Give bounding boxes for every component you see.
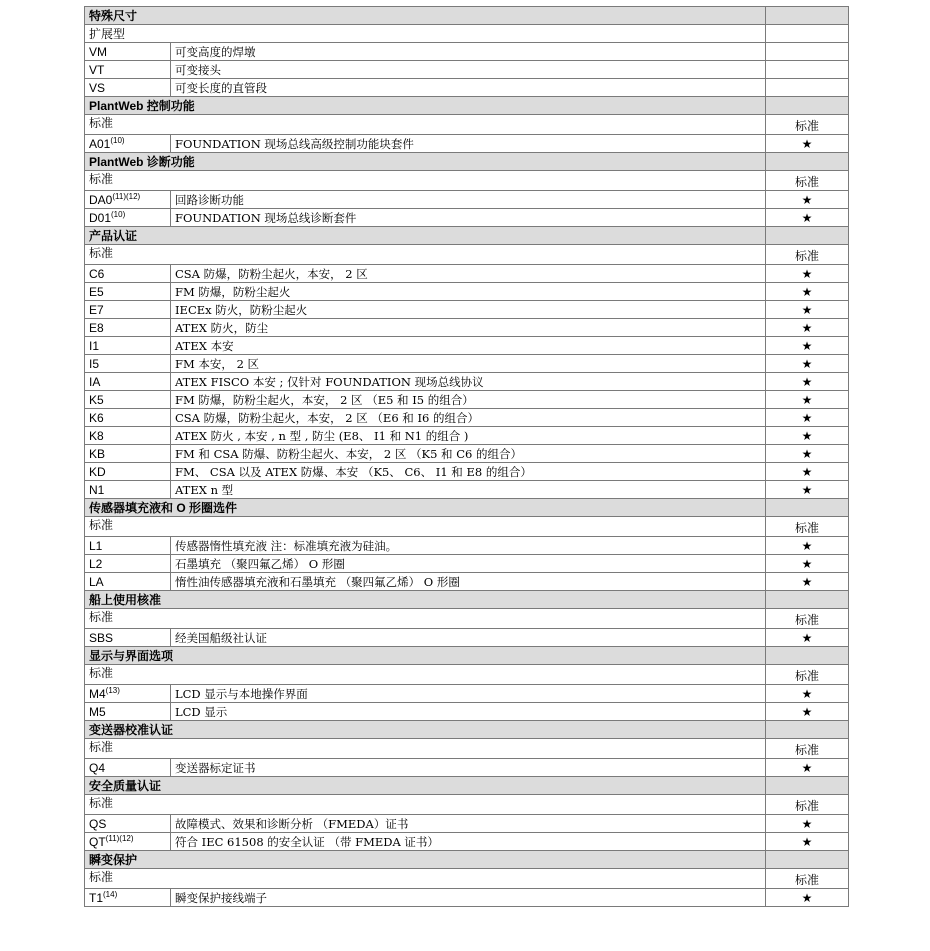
section-standard-cell	[766, 499, 849, 517]
option-code-cell	[85, 889, 171, 907]
standard-star-icon: ★	[766, 573, 849, 591]
option-code: IA	[89, 375, 101, 389]
row-label: 标准	[85, 869, 766, 889]
option-code-cell	[85, 319, 171, 337]
option-code: I5	[89, 357, 100, 371]
option-row	[85, 537, 849, 555]
section-header-row	[85, 7, 849, 25]
standard-column-label: 标准	[766, 739, 849, 759]
option-description: FM 防爆，防粉尘起火，本安， 2 区 （E5 和 I5 的组合）	[171, 391, 766, 409]
option-code: M5	[89, 705, 106, 719]
footnote-ref: (10)	[110, 136, 125, 145]
option-row	[85, 135, 849, 153]
option-row	[85, 337, 849, 355]
section-title: 瞬变保护	[85, 851, 766, 869]
standard-label-row	[85, 795, 849, 815]
option-code: E8	[89, 321, 104, 335]
option-row	[85, 481, 849, 499]
row-label: 标准	[85, 517, 766, 537]
row-label: 标准	[85, 795, 766, 815]
section-title: 传感器填充液和 O 形圈选件	[85, 499, 766, 517]
footnote-ref: (14)	[103, 890, 118, 899]
option-code-cell	[85, 409, 171, 427]
section-title: 产品认证	[85, 227, 766, 245]
section-title: PlantWeb 控制功能	[85, 97, 766, 115]
option-row	[85, 301, 849, 319]
standard-label-row	[85, 609, 849, 629]
option-row	[85, 427, 849, 445]
section-header-row	[85, 153, 849, 171]
option-row	[85, 191, 849, 209]
standard-star-icon: ★	[766, 463, 849, 481]
section-title: 船上使用核准	[85, 591, 766, 609]
option-code: SBS	[89, 631, 114, 645]
option-code-cell	[85, 463, 171, 481]
section-standard-cell	[766, 97, 849, 115]
option-code: VS	[89, 81, 106, 95]
option-code-cell	[85, 301, 171, 319]
standard-star-icon: ★	[766, 759, 849, 777]
option-code-cell	[85, 191, 171, 209]
section-header-row	[85, 851, 849, 869]
option-description: ATEX FISCO 本安 ; 仅针对 FOUNDATION 现场总线协议	[171, 373, 766, 391]
option-code-cell	[85, 283, 171, 301]
standard-label-row	[85, 245, 849, 265]
standard-column-label: 标准	[766, 665, 849, 685]
option-row	[85, 463, 849, 481]
row-label: 扩展型	[85, 25, 766, 43]
option-row	[85, 685, 849, 703]
option-description: 惰性油传感器填充液和石墨填充 （聚四氟乙烯） O 形圈	[171, 573, 766, 591]
option-row	[85, 629, 849, 647]
standard-star-icon: ★	[766, 537, 849, 555]
standard-star-icon: ★	[766, 703, 849, 721]
option-description: FOUNDATION 现场总线高级控制功能块套件	[171, 135, 766, 153]
option-code: QS	[89, 817, 107, 831]
option-description: ATEX 防火 , 本安 , n 型 , 防尘 (E8、 I1 和 N1 的组合 )	[171, 427, 766, 445]
standard-label-row	[85, 869, 849, 889]
option-code-cell	[85, 573, 171, 591]
standard-star-icon: ★	[766, 427, 849, 445]
option-code-cell	[85, 703, 171, 721]
option-description: 变送器标定证书	[171, 759, 766, 777]
standard-star-icon: ★	[766, 555, 849, 573]
option-description: 可变高度的焊墩	[171, 43, 766, 61]
option-code: N1	[89, 483, 105, 497]
option-description: 可变接头	[171, 61, 766, 79]
option-code: K5	[89, 393, 104, 407]
footnote-ref: (11)(12)	[112, 192, 141, 201]
option-row	[85, 319, 849, 337]
option-description: 传感器惰性填充液 注：标准填充液为硅油。	[171, 537, 766, 555]
standard-star-icon: ★	[766, 191, 849, 209]
option-row	[85, 265, 849, 283]
option-code: E7	[89, 303, 104, 317]
standard-star-icon: ★	[766, 481, 849, 499]
option-code: DA0	[89, 193, 113, 207]
option-code-cell	[85, 537, 171, 555]
option-description: ATEX 本安	[171, 337, 766, 355]
option-row	[85, 61, 849, 79]
option-description: FM、 CSA 以及 ATEX 防爆、本安 （K5、 C6、 I1 和 E8 的组合）	[171, 463, 766, 481]
option-description: 回路诊断功能	[171, 191, 766, 209]
option-description: FOUNDATION 现场总线诊断套件	[171, 209, 766, 227]
option-description: 石墨填充 （聚四氟乙烯） O 形圈	[171, 555, 766, 573]
standard-star-icon: ★	[766, 391, 849, 409]
option-description: FM 防爆，防粉尘起火	[171, 283, 766, 301]
option-description: CSA 防爆，防粉尘起火，本安， 2 区 （E6 和 I6 的组合）	[171, 409, 766, 427]
row-label: 标准	[85, 115, 766, 135]
footnote-ref: (11)(12)	[105, 834, 134, 843]
standard-star-icon: ★	[766, 265, 849, 283]
option-code: L1	[89, 539, 103, 553]
option-row	[85, 373, 849, 391]
options-table-body	[85, 7, 849, 907]
section-standard-cell	[766, 7, 849, 25]
standard-column-label: 标准	[766, 517, 849, 537]
standard-label-row	[85, 517, 849, 537]
option-code-cell	[85, 61, 171, 79]
section-standard-cell	[766, 851, 849, 869]
option-code-cell	[85, 265, 171, 283]
section-title: 安全质量认证	[85, 777, 766, 795]
option-row	[85, 283, 849, 301]
standard-column-label	[766, 25, 849, 43]
standard-column-label: 标准	[766, 609, 849, 629]
standard-label-row	[85, 665, 849, 685]
option-description: FM 和 CSA 防爆、防粉尘起火、本安， 2 区 （K5 和 C6 的组合）	[171, 445, 766, 463]
standard-star-icon: ★	[766, 209, 849, 227]
standard-star-icon: ★	[766, 409, 849, 427]
option-description: ATEX n 型	[171, 481, 766, 499]
standard-column-label: 标准	[766, 245, 849, 265]
row-label: 标准	[85, 171, 766, 191]
option-row	[85, 391, 849, 409]
option-description: CSA 防爆，防粉尘起火，本安， 2 区	[171, 265, 766, 283]
option-code: C6	[89, 267, 105, 281]
option-row	[85, 889, 849, 907]
standard-star-icon: ★	[766, 889, 849, 907]
section-title: 变送器校准认证	[85, 721, 766, 739]
option-code: L2	[89, 557, 103, 571]
standard-star-icon: ★	[766, 629, 849, 647]
section-title: PlantWeb 诊断功能	[85, 153, 766, 171]
option-code: A01	[89, 137, 111, 151]
section-title: 特殊尺寸	[85, 7, 766, 25]
option-code: M4	[89, 687, 106, 701]
option-code: VM	[89, 45, 107, 59]
section-header-row	[85, 647, 849, 665]
standard-column-label: 标准	[766, 115, 849, 135]
standard-star-icon: ★	[766, 685, 849, 703]
option-code-cell	[85, 373, 171, 391]
section-standard-cell	[766, 721, 849, 739]
option-code-cell	[85, 555, 171, 573]
option-code-cell	[85, 445, 171, 463]
section-header-row	[85, 227, 849, 245]
standard-star-icon: ★	[766, 319, 849, 337]
option-code-cell	[85, 135, 171, 153]
standard-star-icon: ★	[766, 355, 849, 373]
standard-star-icon: ★	[766, 815, 849, 833]
option-row	[85, 355, 849, 373]
section-header-row	[85, 721, 849, 739]
standard-column-label: 标准	[766, 171, 849, 191]
subheading-row	[85, 25, 849, 43]
standard-star-icon	[766, 43, 849, 61]
option-code: K8	[89, 429, 104, 443]
option-code-cell	[85, 481, 171, 499]
option-description: LCD 显示	[171, 703, 766, 721]
option-code-cell	[85, 209, 171, 227]
option-code-cell	[85, 355, 171, 373]
standard-column-label: 标准	[766, 869, 849, 889]
option-description: 瞬变保护接线端子	[171, 889, 766, 907]
section-standard-cell	[766, 153, 849, 171]
option-description: 可变长度的直管段	[171, 79, 766, 97]
option-code: K6	[89, 411, 104, 425]
standard-star-icon: ★	[766, 373, 849, 391]
option-row	[85, 815, 849, 833]
option-description: 经美国船级社认证	[171, 629, 766, 647]
standard-star-icon: ★	[766, 301, 849, 319]
section-standard-cell	[766, 227, 849, 245]
option-description: 符合 IEC 61508 的安全认证 （带 FMEDA 证书）	[171, 833, 766, 851]
row-label: 标准	[85, 609, 766, 629]
option-code-cell	[85, 43, 171, 61]
section-standard-cell	[766, 777, 849, 795]
option-code: QT	[89, 835, 106, 849]
option-row	[85, 409, 849, 427]
section-header-row	[85, 777, 849, 795]
option-row	[85, 555, 849, 573]
option-code-cell	[85, 685, 171, 703]
option-code: LA	[89, 575, 104, 589]
option-description: IECEx 防火，防粉尘起火	[171, 301, 766, 319]
option-description: FM 本安， 2 区	[171, 355, 766, 373]
standard-star-icon: ★	[766, 445, 849, 463]
standard-star-icon	[766, 79, 849, 97]
section-title: 显示与界面选项	[85, 647, 766, 665]
standard-label-row	[85, 171, 849, 191]
option-row	[85, 43, 849, 61]
option-code: Q4	[89, 761, 106, 775]
option-code: I1	[89, 339, 100, 353]
footnote-ref: (10)	[111, 210, 126, 219]
option-description: 故障模式、效果和诊断分析 （FMEDA）证书	[171, 815, 766, 833]
standard-star-icon: ★	[766, 337, 849, 355]
option-description: LCD 显示与本地操作界面	[171, 685, 766, 703]
section-header-row	[85, 591, 849, 609]
section-header-row	[85, 97, 849, 115]
option-code: VT	[89, 63, 105, 77]
footnote-ref: (13)	[105, 686, 120, 695]
option-row	[85, 445, 849, 463]
section-header-row	[85, 499, 849, 517]
option-code-cell	[85, 833, 171, 851]
option-code-cell	[85, 629, 171, 647]
option-row	[85, 703, 849, 721]
option-code-cell	[85, 759, 171, 777]
option-row	[85, 833, 849, 851]
section-standard-cell	[766, 591, 849, 609]
option-code: KB	[89, 447, 106, 461]
standard-column-label: 标准	[766, 795, 849, 815]
option-code: E5	[89, 285, 104, 299]
standard-label-row	[85, 115, 849, 135]
option-row	[85, 79, 849, 97]
row-label: 标准	[85, 245, 766, 265]
standard-star-icon: ★	[766, 833, 849, 851]
option-code-cell	[85, 815, 171, 833]
row-label: 标准	[85, 739, 766, 759]
option-code-cell	[85, 337, 171, 355]
option-code: D01	[89, 211, 112, 225]
option-description: ATEX 防火，防尘	[171, 319, 766, 337]
section-standard-cell	[766, 647, 849, 665]
option-row	[85, 209, 849, 227]
options-table	[84, 6, 849, 907]
row-label: 标准	[85, 665, 766, 685]
option-code: KD	[89, 465, 106, 479]
standard-star-icon: ★	[766, 135, 849, 153]
option-code-cell	[85, 79, 171, 97]
standard-star-icon: ★	[766, 283, 849, 301]
option-code-cell	[85, 391, 171, 409]
option-code-cell	[85, 427, 171, 445]
option-row	[85, 573, 849, 591]
option-row	[85, 759, 849, 777]
standard-star-icon	[766, 61, 849, 79]
option-code: T1	[89, 891, 104, 905]
standard-label-row	[85, 739, 849, 759]
